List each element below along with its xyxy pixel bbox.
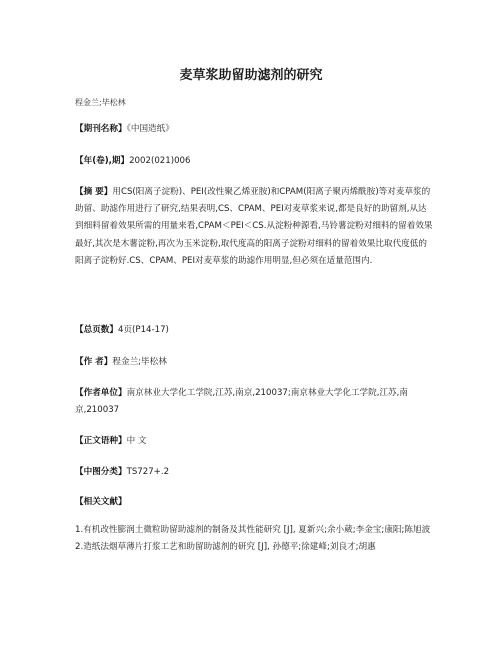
- abstract-value: 用CS(阳离子淀粉)、PEI(改性聚乙烯亚胺)和CPAM(阳离子聚丙烯酰胺)等对麦草浆的助留、助滤作用进行了研究,结果表明,CS、CPAM、PEI对麦草浆来说,都是良好的助留剂,从达到细料留着效果所需的用量来看,CPAM＜PEI＜CS.从淀粉种源看,马铃薯淀粉对细料的留着效果最好,其次是木薯淀粉,再次为玉米淀粉,取代度高的阳离子淀粉对细料的留着效果比取代度低的阳离子淀粉好.CS、CPAM、PEI对麦草浆的助滤作用明显,但必须在适量范围内.: [75, 187, 433, 266]
- abstract-field: [75, 184, 435, 270]
- reference-list: [75, 522, 435, 555]
- related-field: [75, 494, 435, 511]
- pages-label: 【总页数】: [75, 325, 118, 335]
- reference-item[interactable]: 1.有机改性膨润土微粒助留助滤剂的制备及其性能研究 [J], 夏新兴;余小葳;李金宝;康阳;陈旭波: [75, 525, 431, 535]
- year-issue-field: [75, 153, 435, 170]
- language-value: 中 文: [126, 436, 147, 446]
- language-field: [75, 433, 435, 450]
- authors-value: 程金兰;毕松林: [112, 357, 167, 367]
- abstract-label: 【摘 要】: [75, 187, 113, 197]
- language-label: 【正文语种】: [75, 436, 127, 446]
- document-title: 麦草浆助留助滤剂的研究: [179, 68, 323, 83]
- affiliation-field: [75, 385, 435, 419]
- year-issue-label: 【年(卷),期】: [75, 156, 130, 166]
- author-line: 程金兰;毕松林: [75, 98, 126, 107]
- authors-field: [75, 354, 435, 371]
- classification-field: [75, 464, 435, 481]
- affiliation-value: 南京林业大学化工学院,江苏,南京,210037;南京林业大学化工学院,江苏,南京,210037: [75, 388, 408, 416]
- affiliation-label: 【作者单位】: [75, 388, 127, 398]
- pages-field: [75, 322, 435, 339]
- year-issue-value: 2002(021)006: [129, 156, 191, 166]
- classification-value: TS727+.2: [126, 467, 170, 477]
- related-label: 【相关文献】: [75, 497, 127, 507]
- pages-value: 4页(P14-17): [117, 325, 169, 335]
- authors-label: 【作 者】: [75, 357, 113, 367]
- journal-field: [75, 121, 435, 138]
- journal-value: 《中国造纸》: [126, 124, 174, 134]
- reference-item[interactable]: 2.造纸法烟草薄片打浆工艺和助留助滤剂的研究 [J], 孙德平;徐建峰;刘良才;胡惠: [75, 541, 376, 552]
- journal-label: 【期刊名称】: [75, 124, 127, 134]
- classification-label: 【中图分类】: [75, 467, 127, 477]
